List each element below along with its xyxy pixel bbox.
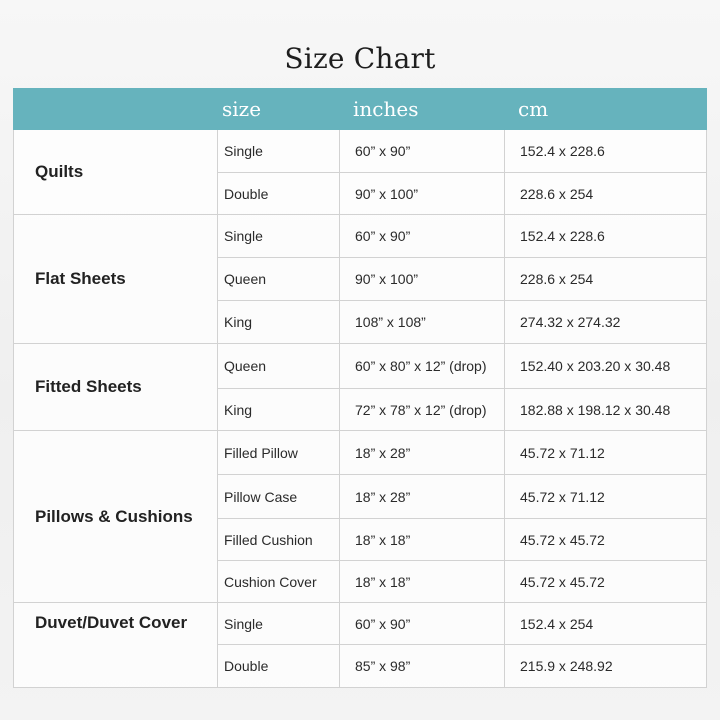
size-cell: Cushion Cover: [218, 561, 340, 602]
inches-cell: 90” x 100”: [340, 258, 505, 300]
category-rows: [218, 215, 706, 343]
category-group: [14, 214, 706, 343]
category-group: [14, 343, 706, 430]
inches-cell: 90” x 100”: [340, 173, 505, 214]
page-title: Size Chart: [284, 42, 436, 75]
category-label: Pillows & Cushions: [14, 431, 218, 602]
cm-cell: 274.32 x 274.32: [520, 314, 621, 330]
category-group: [14, 602, 706, 687]
cm-cell: 152.4 x 254: [520, 615, 594, 632]
category-label: Quilts: [14, 130, 218, 214]
cm-cell: 45.72 x 45.72: [520, 573, 605, 590]
inches-cell: 60” x 90”: [340, 603, 505, 644]
size-cell: Single: [218, 603, 340, 644]
header-size: size: [222, 97, 262, 121]
inches-cell: 18” x 28”: [340, 475, 505, 518]
table-row: [218, 518, 706, 560]
table-row: [218, 344, 706, 388]
size-cell: Single: [218, 130, 340, 172]
inches-cell: 18” x 18”: [340, 519, 505, 560]
size-cell: Pillow Case: [218, 475, 340, 518]
inches-cell: 85” x 98”: [340, 645, 505, 687]
category-rows: [218, 344, 706, 430]
inches-cell: 60” x 90”: [340, 215, 505, 257]
table-row: [218, 603, 706, 644]
inches-cell: 18” x 18”: [340, 561, 505, 602]
size-cell: Filled Pillow: [218, 431, 340, 474]
inches-cell: 60” x 90”: [340, 130, 505, 172]
cm-cell: 228.6 x 254: [520, 185, 594, 202]
table-row: [218, 257, 706, 300]
table-body: [13, 130, 707, 688]
size-cell: Queen: [218, 258, 340, 300]
table-row: [218, 130, 706, 172]
cm-cell: 215.9 x 248.92: [520, 658, 613, 674]
table-row: [218, 431, 706, 474]
size-chart-table: [13, 88, 707, 688]
category-rows: [218, 431, 706, 602]
category-rows: [218, 130, 706, 214]
size-cell: King: [218, 389, 340, 430]
cm-cell: 45.72 x 45.72: [520, 531, 605, 548]
category-label: Flat Sheets: [14, 215, 218, 343]
size-cell: Filled Cushion: [218, 519, 340, 560]
inches-cell: 72” x 78” x 12” (drop): [340, 389, 505, 430]
table-row: [218, 474, 706, 518]
table-row: [218, 215, 706, 257]
table-header: [13, 88, 707, 130]
category-label: Fitted Sheets: [14, 344, 218, 430]
table-row: [218, 172, 706, 214]
table-row: [218, 560, 706, 602]
size-cell: Double: [218, 645, 340, 687]
inches-cell: 108” x 108”: [340, 301, 505, 343]
header-inches: inches: [353, 97, 419, 121]
category-label: Duvet/Duvet Cover: [14, 603, 218, 687]
header-cm: cm: [518, 97, 549, 121]
cm-cell: 45.72 x 71.12: [520, 444, 605, 461]
size-cell: Single: [218, 215, 340, 257]
cm-cell: 45.72 x 71.12: [520, 488, 605, 505]
size-cell: Queen: [218, 344, 340, 388]
category-rows: [218, 603, 706, 687]
inches-cell: 18” x 28”: [340, 431, 505, 474]
category-group: [14, 430, 706, 602]
cm-cell: 182.88 x 198.12 x 30.48: [520, 401, 671, 418]
table-row: [218, 388, 706, 430]
size-cell: King: [218, 301, 340, 343]
table-row: [218, 644, 706, 687]
size-cell: Double: [218, 173, 340, 214]
cm-cell: 152.40 x 203.20 x 30.48: [520, 358, 671, 374]
cm-cell: 152.4 x 228.6: [520, 228, 605, 244]
cm-cell: 152.4 x 228.6: [520, 143, 605, 159]
category-group: [14, 130, 706, 214]
table-row: [218, 300, 706, 343]
inches-cell: 60” x 80” x 12” (drop): [340, 344, 505, 388]
cm-cell: 228.6 x 254: [520, 271, 594, 287]
